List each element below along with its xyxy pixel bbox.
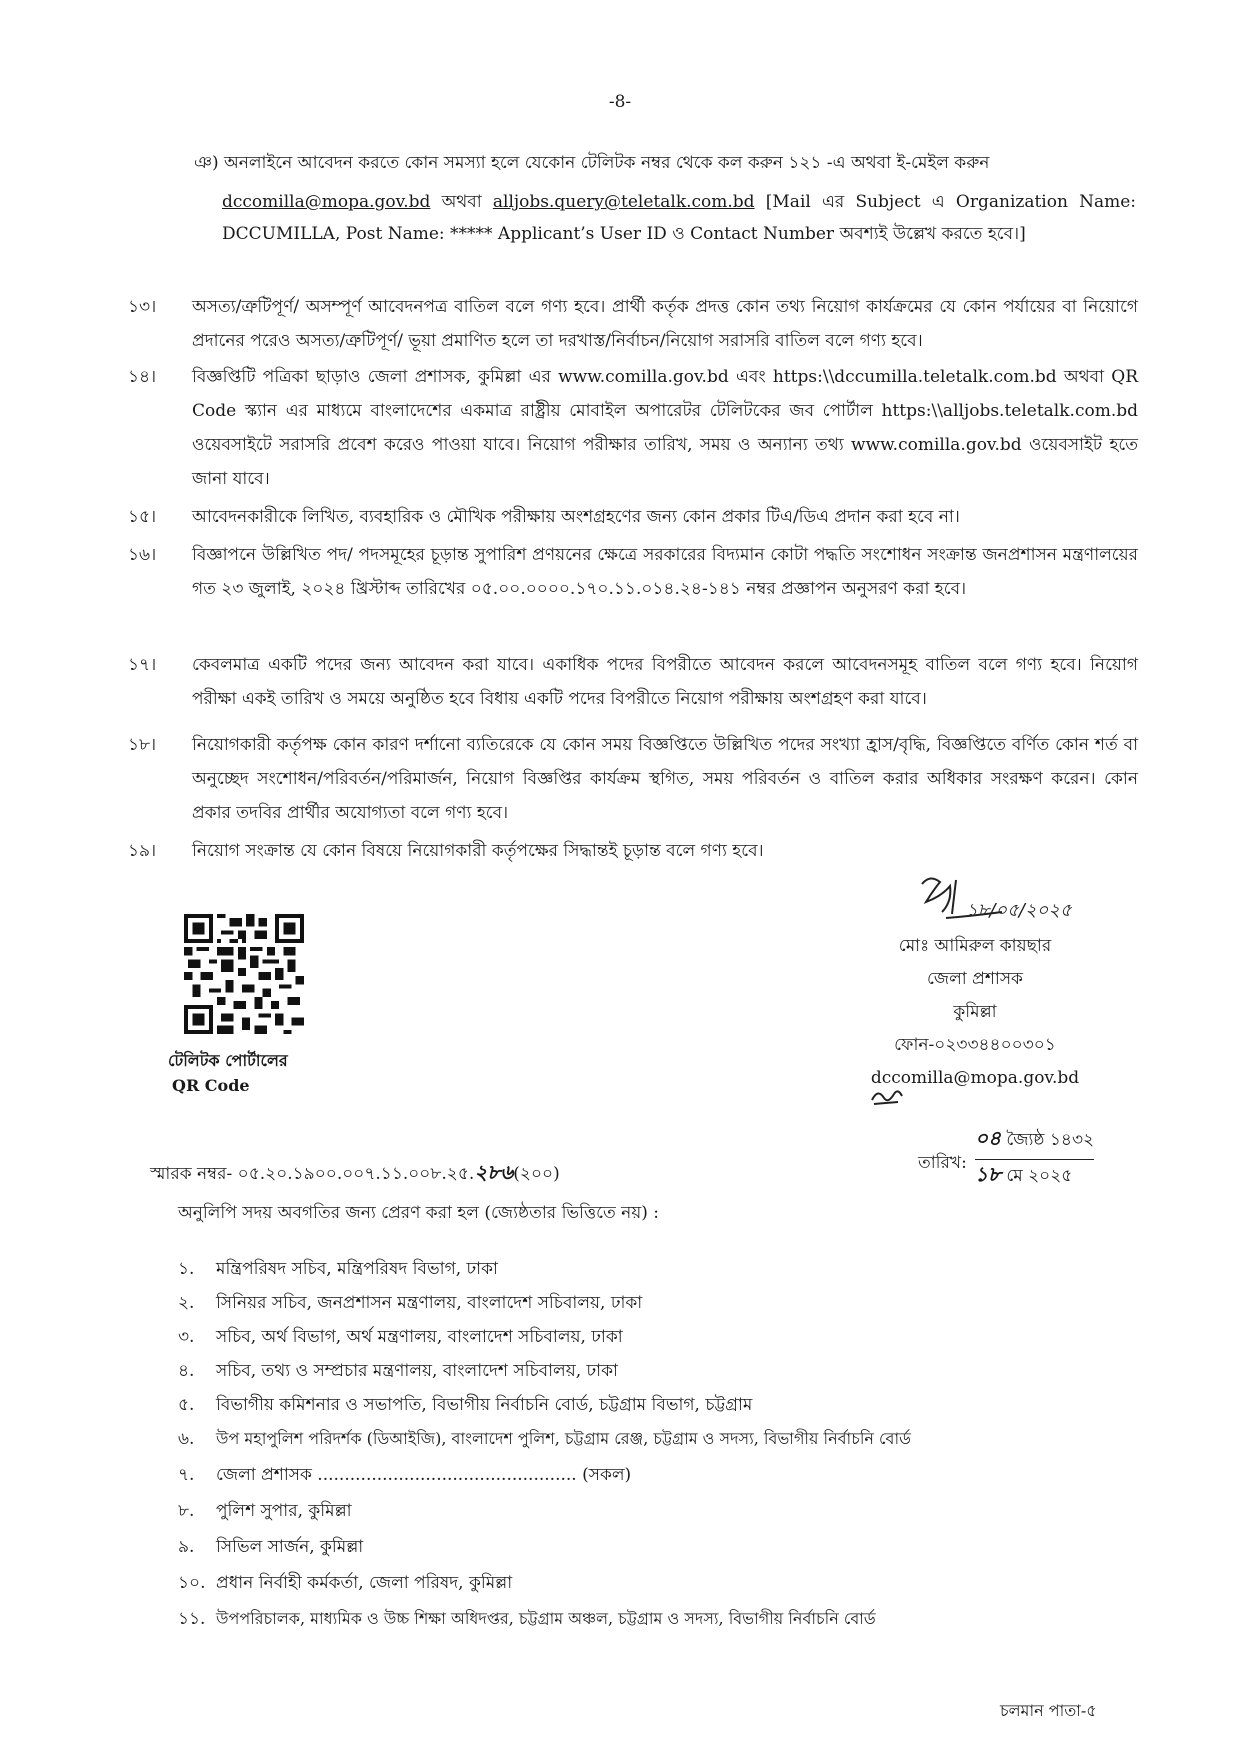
item-text: অসত্য/ত্রুটিপূর্ণ/ অসম্পূর্ণ আবেদনপত্র বাতিল বলে গণ্য হবে। প্রার্থী কর্তৃক প্রদত্ত কোন তথ্য নিয়োগ কার্যক্রমের যে কোন পর্যায়ের বা নিয়োগে প্রদানের পরেও অসত্য/ত্রুটিপূর্ণ/ ভূয়া প্রমাণিত হলে তা দরখাস্ত/নির্বাচন/নিয়োগ সরাসরি বাতিল বলে গণ্য হবে। [192, 297, 1138, 351]
greg-month-year: মে ২০২৫ [1006, 1166, 1073, 1186]
cc-text: পুলিশ সুপার, কুমিল্লা [216, 1501, 352, 1521]
cc-number: ৩. [178, 1327, 195, 1347]
cc-text: সচিব, তথ্য ও সম্প্রচার মন্ত্রণালয়, বাংলাদেশ সচিবালয়, ঢাকা [216, 1361, 618, 1381]
signatory-phone: ফোন-০২৩৩৪৪০০৩০১ [894, 1035, 1056, 1055]
item-17 [128, 648, 1138, 718]
memo-prefix: স্মারক নম্বর- ০৫.২০.১৯০০.০০৭.১১.০০৮.২৫. [150, 1164, 475, 1184]
item-number: ১৯। [128, 841, 157, 861]
email-link-dc[interactable]: dccomilla@mopa.gov.bd [222, 192, 431, 212]
item-nga-cont [222, 186, 1136, 250]
cc-text: মন্ত্রিপরিষদ সচিব, মন্ত্রিপরিষদ বিভাগ, ঢাকা [216, 1259, 498, 1279]
item-number: ১৫। [128, 507, 157, 527]
item-number: ১৪। [128, 367, 157, 387]
cc-number: ৭. [178, 1465, 195, 1485]
cc-text: বিভাগীয় কমিশনার ও সভাপতি, বিভাগীয় নির্বাচনি বোর্ড, চট্টগ্রাম বিভাগ, চট্টগ্রাম [216, 1395, 753, 1415]
bangla-date [975, 1124, 1094, 1160]
initial-icon [868, 1084, 908, 1108]
signatory-district: কুমিল্লা [953, 1002, 997, 1022]
signatory-designation: জেলা প্রশাসক [927, 969, 1023, 989]
item-14 [128, 360, 1138, 500]
item-nga-text-1: অনলাইনে আবেদন করতে কোন সমস্যা হলে যেকোন টেলিটক নম্বর থেকে কল করুন ১২১ -এ অথবা ই-মেইল করুন [224, 153, 990, 173]
cc-number: ৬. [178, 1429, 195, 1449]
bangla-day: ০৪ [975, 1126, 1001, 1150]
item-number: ১৬। [128, 545, 157, 565]
item-19 [128, 834, 1138, 870]
cc-number: ৪. [178, 1361, 195, 1381]
cc-number: ১. [178, 1259, 195, 1279]
item-text: বিজ্ঞপ্তিটি পত্রিকা ছাড়াও জেলা প্রশাসক, কুমিল্লা এর www.comilla.gov.bd এবং https:\\dccumilla.teletalk.com.bd অথবা QR Code স্ক্যান এর মাধ্যমে বাংলাদেশের একমাত্র রাষ্ট্রীয় মোবাইল অপারেটর টেলিটকের জব পোর্টাল https:\\alljobs.teletalk.com.bd ওয়েবসাইটে সরাসরি প্রবেশ করেও পাওয়া যাবে। নিয়োগ পরীক্ষার তারিখ, সময় ও অন্যান্য তথ্য www.comilla.gov.bd ওয়েবসাইট হতে জানা যাবে। [192, 367, 1138, 489]
cc-text: উপপরিচালক, মাধ্যমিক ও উচ্চ শিক্ষা অধিদপ্তর, চট্টগ্রাম অঞ্চল, চট্টগ্রাম ও সদস্য, বিভাগীয় নির্বাচনি বোর্ড [216, 1609, 876, 1628]
item-15 [128, 500, 1138, 536]
cc-number: ৯. [178, 1537, 195, 1557]
item-text: বিজ্ঞাপনে উল্লিখিত পদ/ পদসমূহের চূড়ান্ত সুপারিশ প্রণয়নের ক্ষেত্রে সরকারের বিদ্যমান কোটা পদ্ধতি সংশোধন সংক্রান্ত জনপ্রশাসন মন্ত্রণালয়ের গত ২৩ জুলাই, ২০২৪ খ্রিস্টাব্দ তারিখের ০৫.০০.০০০০.১৭০.১১.০১৪.২৪-১৪১ নম্বর প্রজ্ঞাপন অনুসরণ করা হবে। [192, 545, 1138, 599]
item-text: কেবলমাত্র একটি পদের জন্য আবেদন করা যাবে। একাধিক পদের বিপরীতে আবেদন করলে আবেদনসমূহ বাতিল বলে গণ্য হবে। নিয়োগ পরীক্ষা একই তারিখ ও সময়ে অনুষ্ঠিত হবে বিধায় একটি পদের বিপরীতে নিয়োগ পরীক্ষায় অংশগ্রহণ করা যাবে। [192, 655, 1138, 709]
continued-page-note: চলমান পাতা-৫ [1000, 1701, 1097, 1720]
cc-intro: অনুলিপি সদয় অবগতির জন্য প্রেরণ করা হল (জ্যেষ্ঠতার ভিত্তিতে নয়) : [178, 1203, 660, 1223]
cc-number: ১১. [178, 1609, 206, 1629]
cc-number: ৫. [178, 1395, 195, 1415]
item-13 [128, 290, 1138, 360]
page-number: -8- [608, 92, 632, 112]
email-link-teletalk[interactable]: alljobs.query@teletalk.com.bd [492, 192, 755, 212]
qr-caption-1: টেলিটক পোর্টালের [168, 1051, 288, 1070]
item-text: নিয়োগ সংক্রান্ত যে কোন বিষয়ে নিয়োগকারী কর্তৃপক্ষের সিদ্ধান্তই চূড়ান্ত বলে গণ্য হবে। [192, 841, 764, 861]
memo-handwritten-no: ২৮৬ [474, 1160, 514, 1184]
item-text: নিয়োগকারী কর্তৃপক্ষ কোন কারণ দর্শানো ব্যতিরেকে যে কোন সময় বিজ্ঞপ্তিতে উল্লিখিত পদের সংখ্যা হ্রাস/বৃদ্ধি, বিজ্ঞপ্তিতে বর্ণিত কোন শর্ত বা অনুচ্ছেদ সংশোধন/পরিবর্তন/পরিমার্জন, নিয়োগ বিজ্ঞপ্তির কার্যক্রম স্থগিত, সময় পরিবর্তন ও বাতিল করার অধিকার সংরক্ষণ করেন। কোন প্রকার তদবির প্রার্থীর অযোগ্যতা বলে গণ্য হবে। [192, 735, 1138, 823]
signatory-email: dccomilla@mopa.gov.bd [870, 1068, 1080, 1088]
memo-suffix: (২০০) [513, 1164, 560, 1184]
item-nga-marker: ঞ) [194, 153, 219, 173]
qr-code-icon[interactable] [184, 914, 304, 1034]
qr-caption-2: QR Code [172, 1076, 250, 1095]
item-18 [128, 728, 1138, 832]
signature-date: ১৮/০৫/২০২৫ [966, 900, 1072, 921]
cc-text: সচিব, অর্থ বিভাগ, অর্থ মন্ত্রণালয়, বাংলাদেশ সচিবালয়, ঢাকা [216, 1327, 623, 1347]
cc-number: ৮. [178, 1501, 195, 1521]
signature-icon [912, 872, 1072, 932]
item-number: ১৩। [128, 297, 157, 317]
item-text: আবেদনকারীকে লিখিত, ব্যবহারিক ও মৌখিক পরীক্ষায় অংশগ্রহণের জন্য কোন প্রকার টিএ/ডিএ প্রদান করা হবে না। [192, 507, 960, 527]
cc-text: সিনিয়র সচিব, জনপ্রশাসন মন্ত্রণালয়, বাংলাদেশ সচিবালয়, ঢাকা [216, 1293, 643, 1313]
signatory-block [850, 930, 1100, 1095]
or-text: অথবা [441, 192, 482, 212]
bangla-month-year: জ্যৈষ্ঠ ১৪৩২ [1006, 1130, 1095, 1150]
item-16 [128, 538, 1138, 642]
item-nga-text-2: [Mail এর Subject এ Organization Name: DCCUMILLA, Post Name: ***** Applicant’s User ID ও Contact Number অবশ্যই উল্লেখ করতে হবে।] [222, 192, 1137, 244]
cc-text: জেলা প্রশাসক ................................................ (সকল) [216, 1465, 632, 1485]
gregorian-date [975, 1160, 1072, 1193]
item-nga [194, 146, 1136, 180]
cc-text: সিভিল সার্জন, কুমিল্লা [216, 1537, 364, 1557]
greg-day: ১৮ [975, 1162, 1001, 1186]
item-number: ১৮। [128, 735, 157, 755]
cc-text: প্রধান নির্বাহী কর্মকর্তা, জেলা পরিষদ, কুমিল্লা [216, 1573, 513, 1593]
cc-number: ২. [178, 1293, 195, 1313]
date-label: তারিখ: [918, 1153, 967, 1173]
cc-text: উপ মহাপুলিশ পরিদর্শক (ডিআইজি), বাংলাদেশ পুলিশ, চট্টগ্রাম রেঞ্জ, চট্টগ্রাম ও সদস্য, বিভাগীয় নির্বাচনি বোর্ড [216, 1429, 911, 1448]
item-number: ১৭। [128, 655, 157, 675]
memo-number [150, 1158, 560, 1191]
signatory-name: মোঃ আমিরুল কায়ছার [898, 936, 1052, 956]
cc-number: ১০. [178, 1573, 206, 1593]
